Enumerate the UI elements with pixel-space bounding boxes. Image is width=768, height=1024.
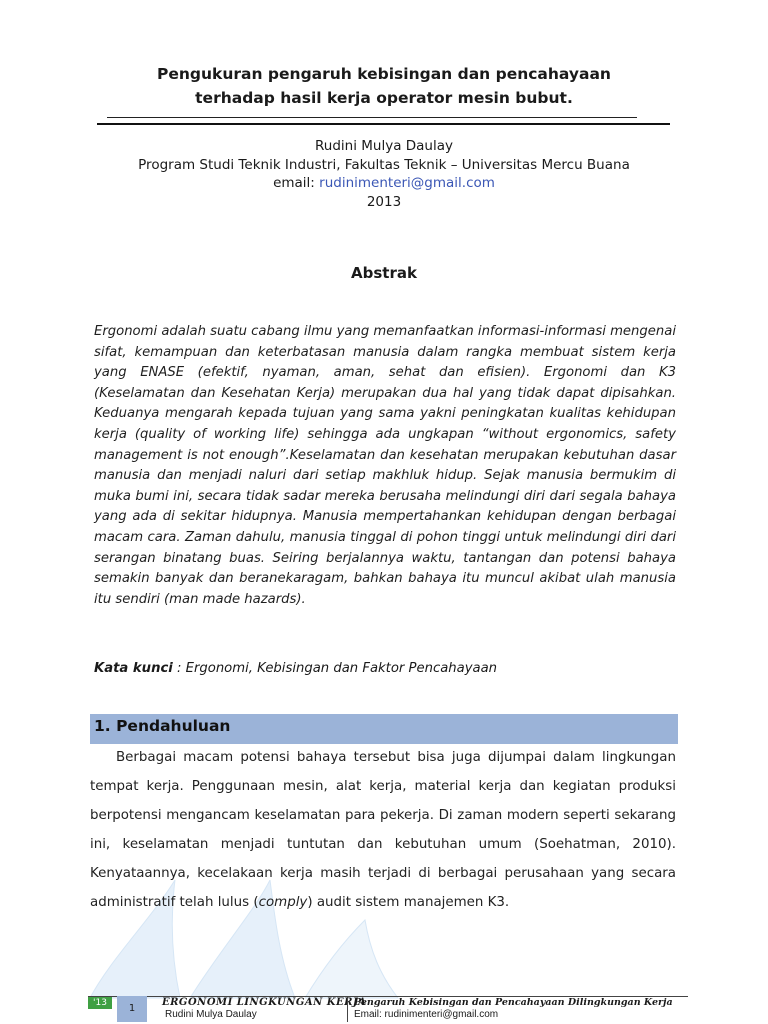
author-affiliation: Program Studi Teknik Industri, Fakultas Teknik – Universitas Mercu Buana bbox=[138, 156, 630, 173]
section-title: 1. Pendahuluan bbox=[94, 717, 231, 735]
footer-author: Rudini Mulya Daulay bbox=[165, 1009, 257, 1020]
title-rule-thick bbox=[97, 123, 670, 125]
footer-year-badge: '13 bbox=[88, 997, 112, 1009]
abstract-text: Ergonomi adalah suatu cabang ilmu yang memanfaatkan informasi-informasi mengenai sifat, kemampuan dan keterbatasan manusia dalam rangka membuat sistem kerja yang ENASE (efektif, nyaman, aman, sehat dan efisien). Ergonomi dan K3 (Keselamatan dan Kesehatan Kerja) merupakan dua hal yang tidak dapat dipisahkan. Keduanya mengarah kepada tujuan yang sama yakni peningkatan kualitas kehidupan kerja (quality of working life) sehingga ada ungkapan “without ergonomics, safety management is not enough”.Keselamatan dan kesehatan merupakan kebutuhan dasar manusia dan menjadi naluri dari setiap makhluk hidup. Sejak manusia bermukim di muka bumi ini, secara tidak sadar mereka berusaha melindungi diri dari segala bahaya yang ada di sekitar hidupnya. Manusia mempertahankan kehidupan dengan berbagai macam cara. Zaman dahulu, manusia tinggal di pohon tinggi untuk melindungi diri dari serangan binatang buas. Seiring berjalannya waktu, tantangan dan potensi bahaya semakin banyak dan beranekaragam, bahkan bahaya itu muncul akibat ulah manusia itu sendiri (man made hazards). bbox=[94, 324, 676, 607]
abstract-heading: Abstrak bbox=[351, 264, 417, 282]
keywords-text: : Ergonomi, Kebisingan dan Faktor Pencahayaan bbox=[172, 661, 498, 676]
author-name: Rudini Mulya Daulay bbox=[315, 138, 453, 154]
keywords-label: Kata kunci bbox=[94, 661, 173, 676]
footer-page-number: 1 bbox=[117, 996, 147, 1022]
page-footer bbox=[0, 994, 768, 1024]
author-email-line bbox=[90, 174, 678, 193]
email-label: email: bbox=[273, 175, 320, 191]
footer-course-name: ERGONOMI LINGKUNGAN KERJA bbox=[162, 997, 367, 1008]
paragraph-emphasis: comply bbox=[258, 895, 308, 910]
paragraph-text-a: Berbagai macam potensi bahaya tersebut bisa juga dijumpai dalam lingkungan tempat kerja. Penggunaan mesin, alat kerja, material kerja dan kegiatan produksi berpotensi mengancam keselamatan para pekerja. Di zaman modern seperti sekarang ini, keselamatan menjadi tuntutan dan kebutuhan umum (Soehatman, 2010). Kenyataannya, kecelakaan kerja masih terjadi di berbagai perusahaan yang secara administratif telah lulus ( bbox=[90, 750, 676, 910]
footer-email: Email: rudinimenteri@gmail.com bbox=[354, 1009, 499, 1020]
paper-title-line-1: Pengukuran pengaruh kebisingan dan pencahayaan bbox=[157, 65, 611, 83]
watermark-sail-right bbox=[305, 920, 398, 998]
paper-title-line-2: terhadap hasil kerja operator mesin bubut. bbox=[195, 89, 573, 107]
author-block bbox=[90, 137, 678, 211]
email-link[interactable]: rudinimenteri@gmail.com bbox=[319, 175, 495, 191]
publication-year: 2013 bbox=[366, 193, 402, 210]
paper-title bbox=[90, 62, 678, 110]
keywords-line bbox=[94, 659, 676, 679]
title-rule-thin bbox=[107, 117, 637, 118]
footer-divider bbox=[347, 996, 348, 1022]
footer-paper-title: Pengaruh Kebisingan dan Pencahayaan Dilingkungan Kerja bbox=[354, 997, 673, 1008]
paragraph-text-b: ) audit sistem manajemen K3. bbox=[307, 895, 510, 910]
paragraph-introduction bbox=[90, 743, 676, 917]
section-heading-band bbox=[90, 714, 678, 744]
